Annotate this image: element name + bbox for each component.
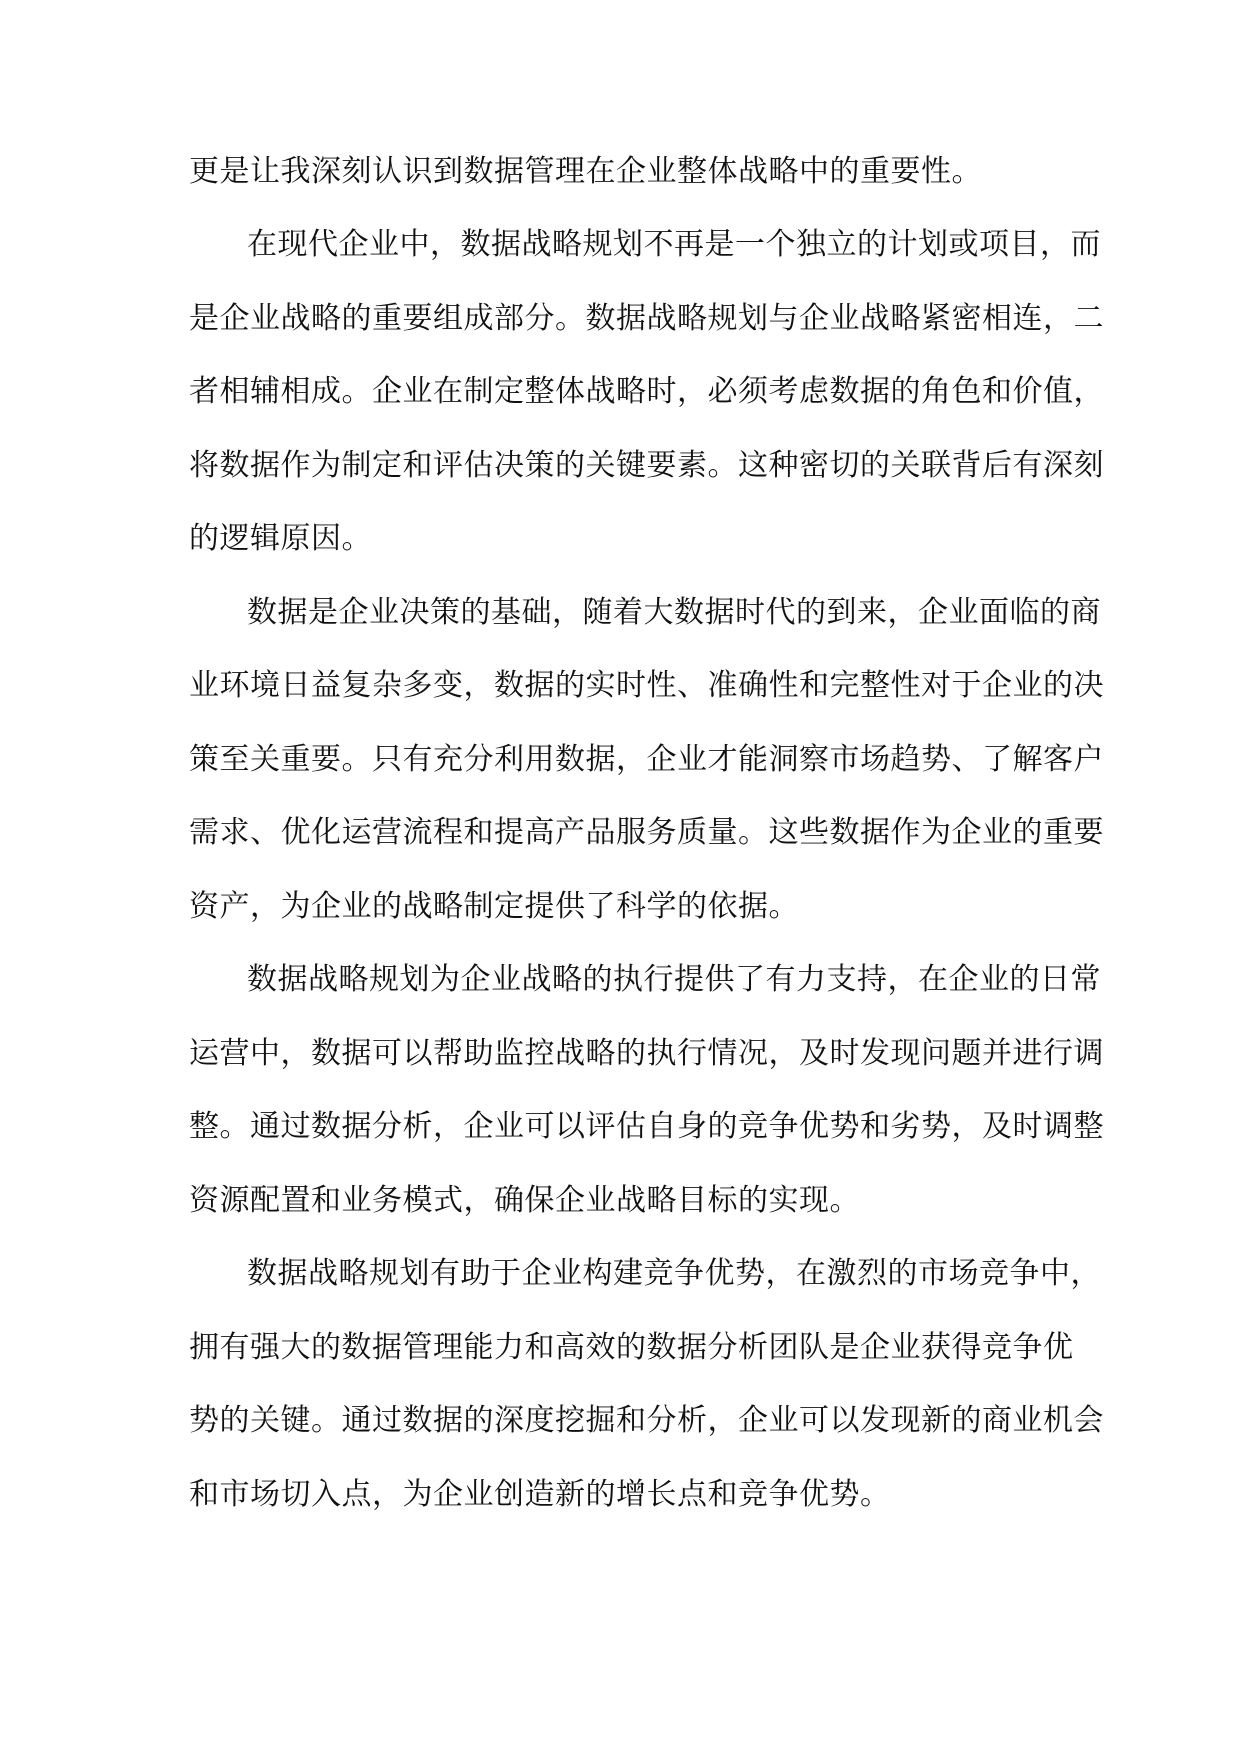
- paragraph-line: 更是让我深刻认识到数据管理在企业整体战略中的重要性。: [189, 154, 982, 189]
- paragraph-line: 资产，为企业的战略制定提供了科学的依据。: [189, 889, 799, 924]
- paragraph-line: 需求、优化运营流程和提高产品服务质量。这些数据作为企业的重要: [189, 815, 1104, 850]
- paragraph-line: 拥有强大的数据管理能力和高效的数据分析团队是企业获得竞争优: [189, 1330, 1074, 1365]
- paragraph-line: 策至关重要。只有充分利用数据，企业才能洞察市场趋势、了解客户: [189, 742, 1104, 777]
- paragraph-line: 的逻辑原因。: [189, 521, 372, 556]
- paragraph-line: 势的关键。通过数据的深度挖掘和分析，企业可以发现新的商业机会: [189, 1403, 1104, 1438]
- paragraph-line: 者相辅相成。企业在制定整体战略时，必须考虑数据的角色和价值，: [189, 374, 1104, 409]
- paragraph-line: 资源配置和业务模式，确保企业战略目标的实现。: [189, 1183, 860, 1218]
- paragraph-line: 和市场切入点，为企业创造新的增长点和竞争优势。: [189, 1477, 891, 1512]
- paragraph-line: 将数据作为制定和评估决策的关键要素。这种密切的关联背后有深刻: [189, 448, 1104, 483]
- paragraph-line: 数据战略规划有助于企业构建竞争优势，在激烈的市场竞争中，: [247, 1256, 1101, 1291]
- paragraph-line: 数据是企业决策的基础，随着大数据时代的到来，企业面临的商: [247, 595, 1101, 630]
- paragraph-line: 在现代企业中，数据战略规划不再是一个独立的计划或项目，而: [247, 227, 1101, 262]
- paragraph-line: 业环境日益复杂多变，数据的实时性、准确性和完整性对于企业的决: [189, 668, 1104, 703]
- paragraph-line: 整。通过数据分析，企业可以评估自身的竞争优势和劣势，及时调整: [189, 1109, 1104, 1144]
- paragraph-line: 是企业战略的重要组成部分。数据战略规划与企业战略紧密相连，二: [189, 301, 1104, 336]
- paragraph-line: 运营中，数据可以帮助监控战略的执行情况，及时发现问题并进行调: [189, 1036, 1104, 1071]
- paragraph-line: 数据战略规划为企业战略的执行提供了有力支持，在企业的日常: [247, 962, 1101, 997]
